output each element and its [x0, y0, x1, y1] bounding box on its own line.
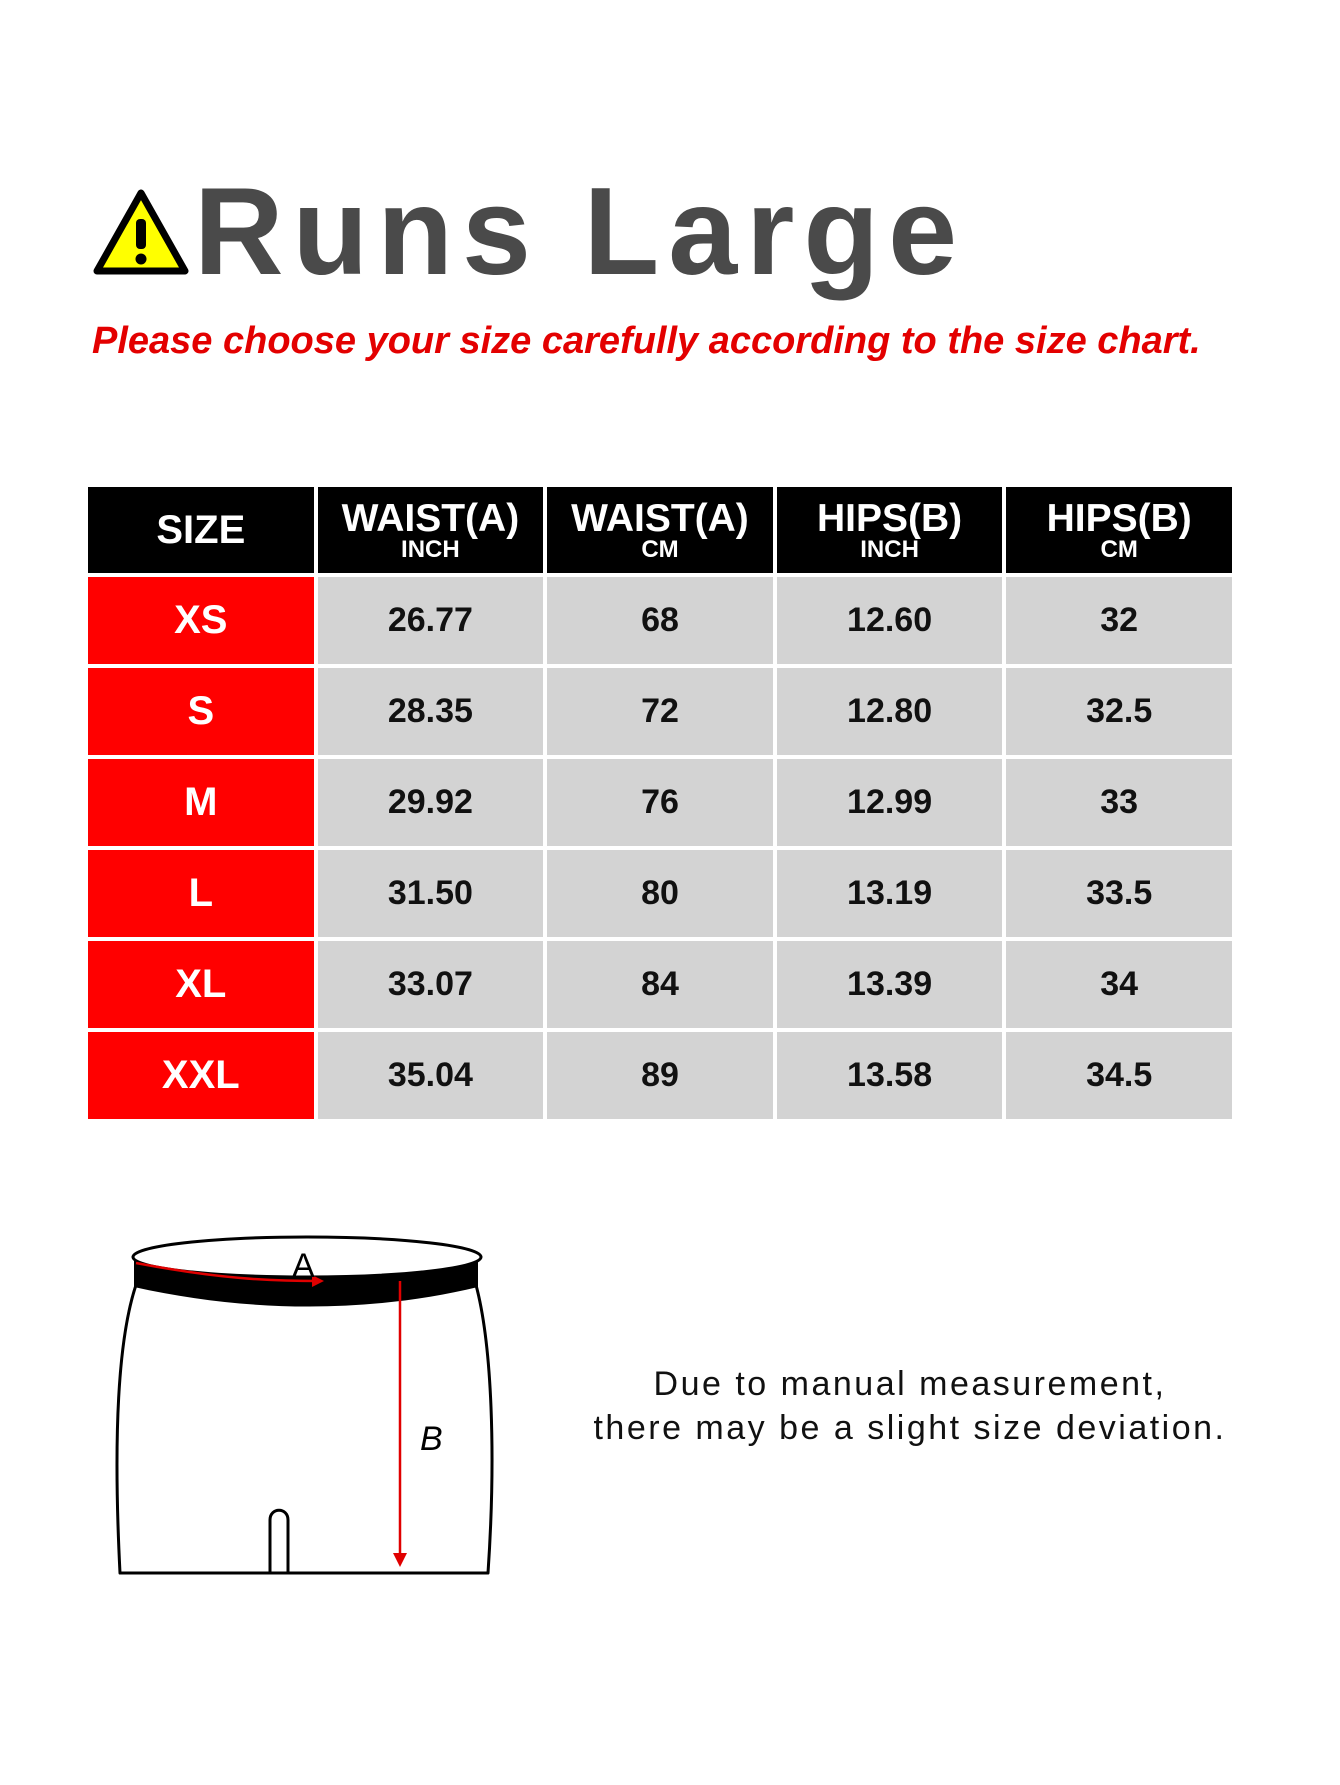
- table-row: [88, 668, 1232, 755]
- table-header-row: [88, 487, 1232, 573]
- page-title: Runs Large: [194, 163, 967, 301]
- column-header-hips-inch: HIPS(B) INCH: [777, 487, 1003, 573]
- size-cell: XL: [88, 941, 314, 1028]
- measurement-note: [560, 1362, 1260, 1450]
- hips-cm-cell: 34: [1006, 941, 1232, 1028]
- waist-inch-cell: 35.04: [318, 1032, 544, 1119]
- note-line-1: Due to manual measurement,: [653, 1365, 1167, 1403]
- waist-cm-cell: 68: [547, 577, 773, 664]
- hips-cm-cell: 34.5: [1006, 1032, 1232, 1119]
- column-header-hips-cm: HIPS(B) CM: [1006, 487, 1232, 573]
- table-row: [88, 850, 1232, 937]
- table-row: [88, 577, 1232, 664]
- size-chart-table: [84, 483, 1236, 1123]
- waist-inch-cell: 26.77: [318, 577, 544, 664]
- note-line-2: there may be a slight size deviation.: [593, 1409, 1227, 1447]
- page-subtitle: Please choose your size carefully according to the size chart.: [92, 320, 1201, 362]
- hips-inch-cell: 12.60: [777, 577, 1003, 664]
- hips-inch-cell: 13.58: [777, 1032, 1003, 1119]
- table-row: [88, 941, 1232, 1028]
- waist-inch-cell: 31.50: [318, 850, 544, 937]
- table-row: [88, 759, 1232, 846]
- hips-inch-cell: 13.19: [777, 850, 1003, 937]
- hips-cm-cell: 32.5: [1006, 668, 1232, 755]
- label-a: A: [292, 1247, 315, 1285]
- warning-icon: [92, 187, 190, 277]
- hips-inch-cell: 12.80: [777, 668, 1003, 755]
- waist-cm-cell: 80: [547, 850, 773, 937]
- waist-cm-cell: 84: [547, 941, 773, 1028]
- shorts-measurement-icon: [100, 1235, 520, 1575]
- label-b: B: [420, 1420, 443, 1458]
- table-row: [88, 1032, 1232, 1119]
- hips-inch-cell: 13.39: [777, 941, 1003, 1028]
- hips-inch-cell: 12.99: [777, 759, 1003, 846]
- column-header-size: SIZE: [88, 487, 314, 573]
- waist-cm-cell: 72: [547, 668, 773, 755]
- waist-inch-cell: 33.07: [318, 941, 544, 1028]
- column-header-waist-cm: WAIST(A) CM: [547, 487, 773, 573]
- size-cell: S: [88, 668, 314, 755]
- size-cell: L: [88, 850, 314, 937]
- column-header-waist-inch: WAIST(A) INCH: [318, 487, 544, 573]
- size-cell: XXL: [88, 1032, 314, 1119]
- hips-cm-cell: 33.5: [1006, 850, 1232, 937]
- waist-cm-cell: 76: [547, 759, 773, 846]
- waist-cm-cell: 89: [547, 1032, 773, 1119]
- size-cell: M: [88, 759, 314, 846]
- waist-inch-cell: 28.35: [318, 668, 544, 755]
- size-cell: XS: [88, 577, 314, 664]
- hips-cm-cell: 33: [1006, 759, 1232, 846]
- waist-inch-cell: 29.92: [318, 759, 544, 846]
- heading: [92, 163, 967, 301]
- hips-cm-cell: 32: [1006, 577, 1232, 664]
